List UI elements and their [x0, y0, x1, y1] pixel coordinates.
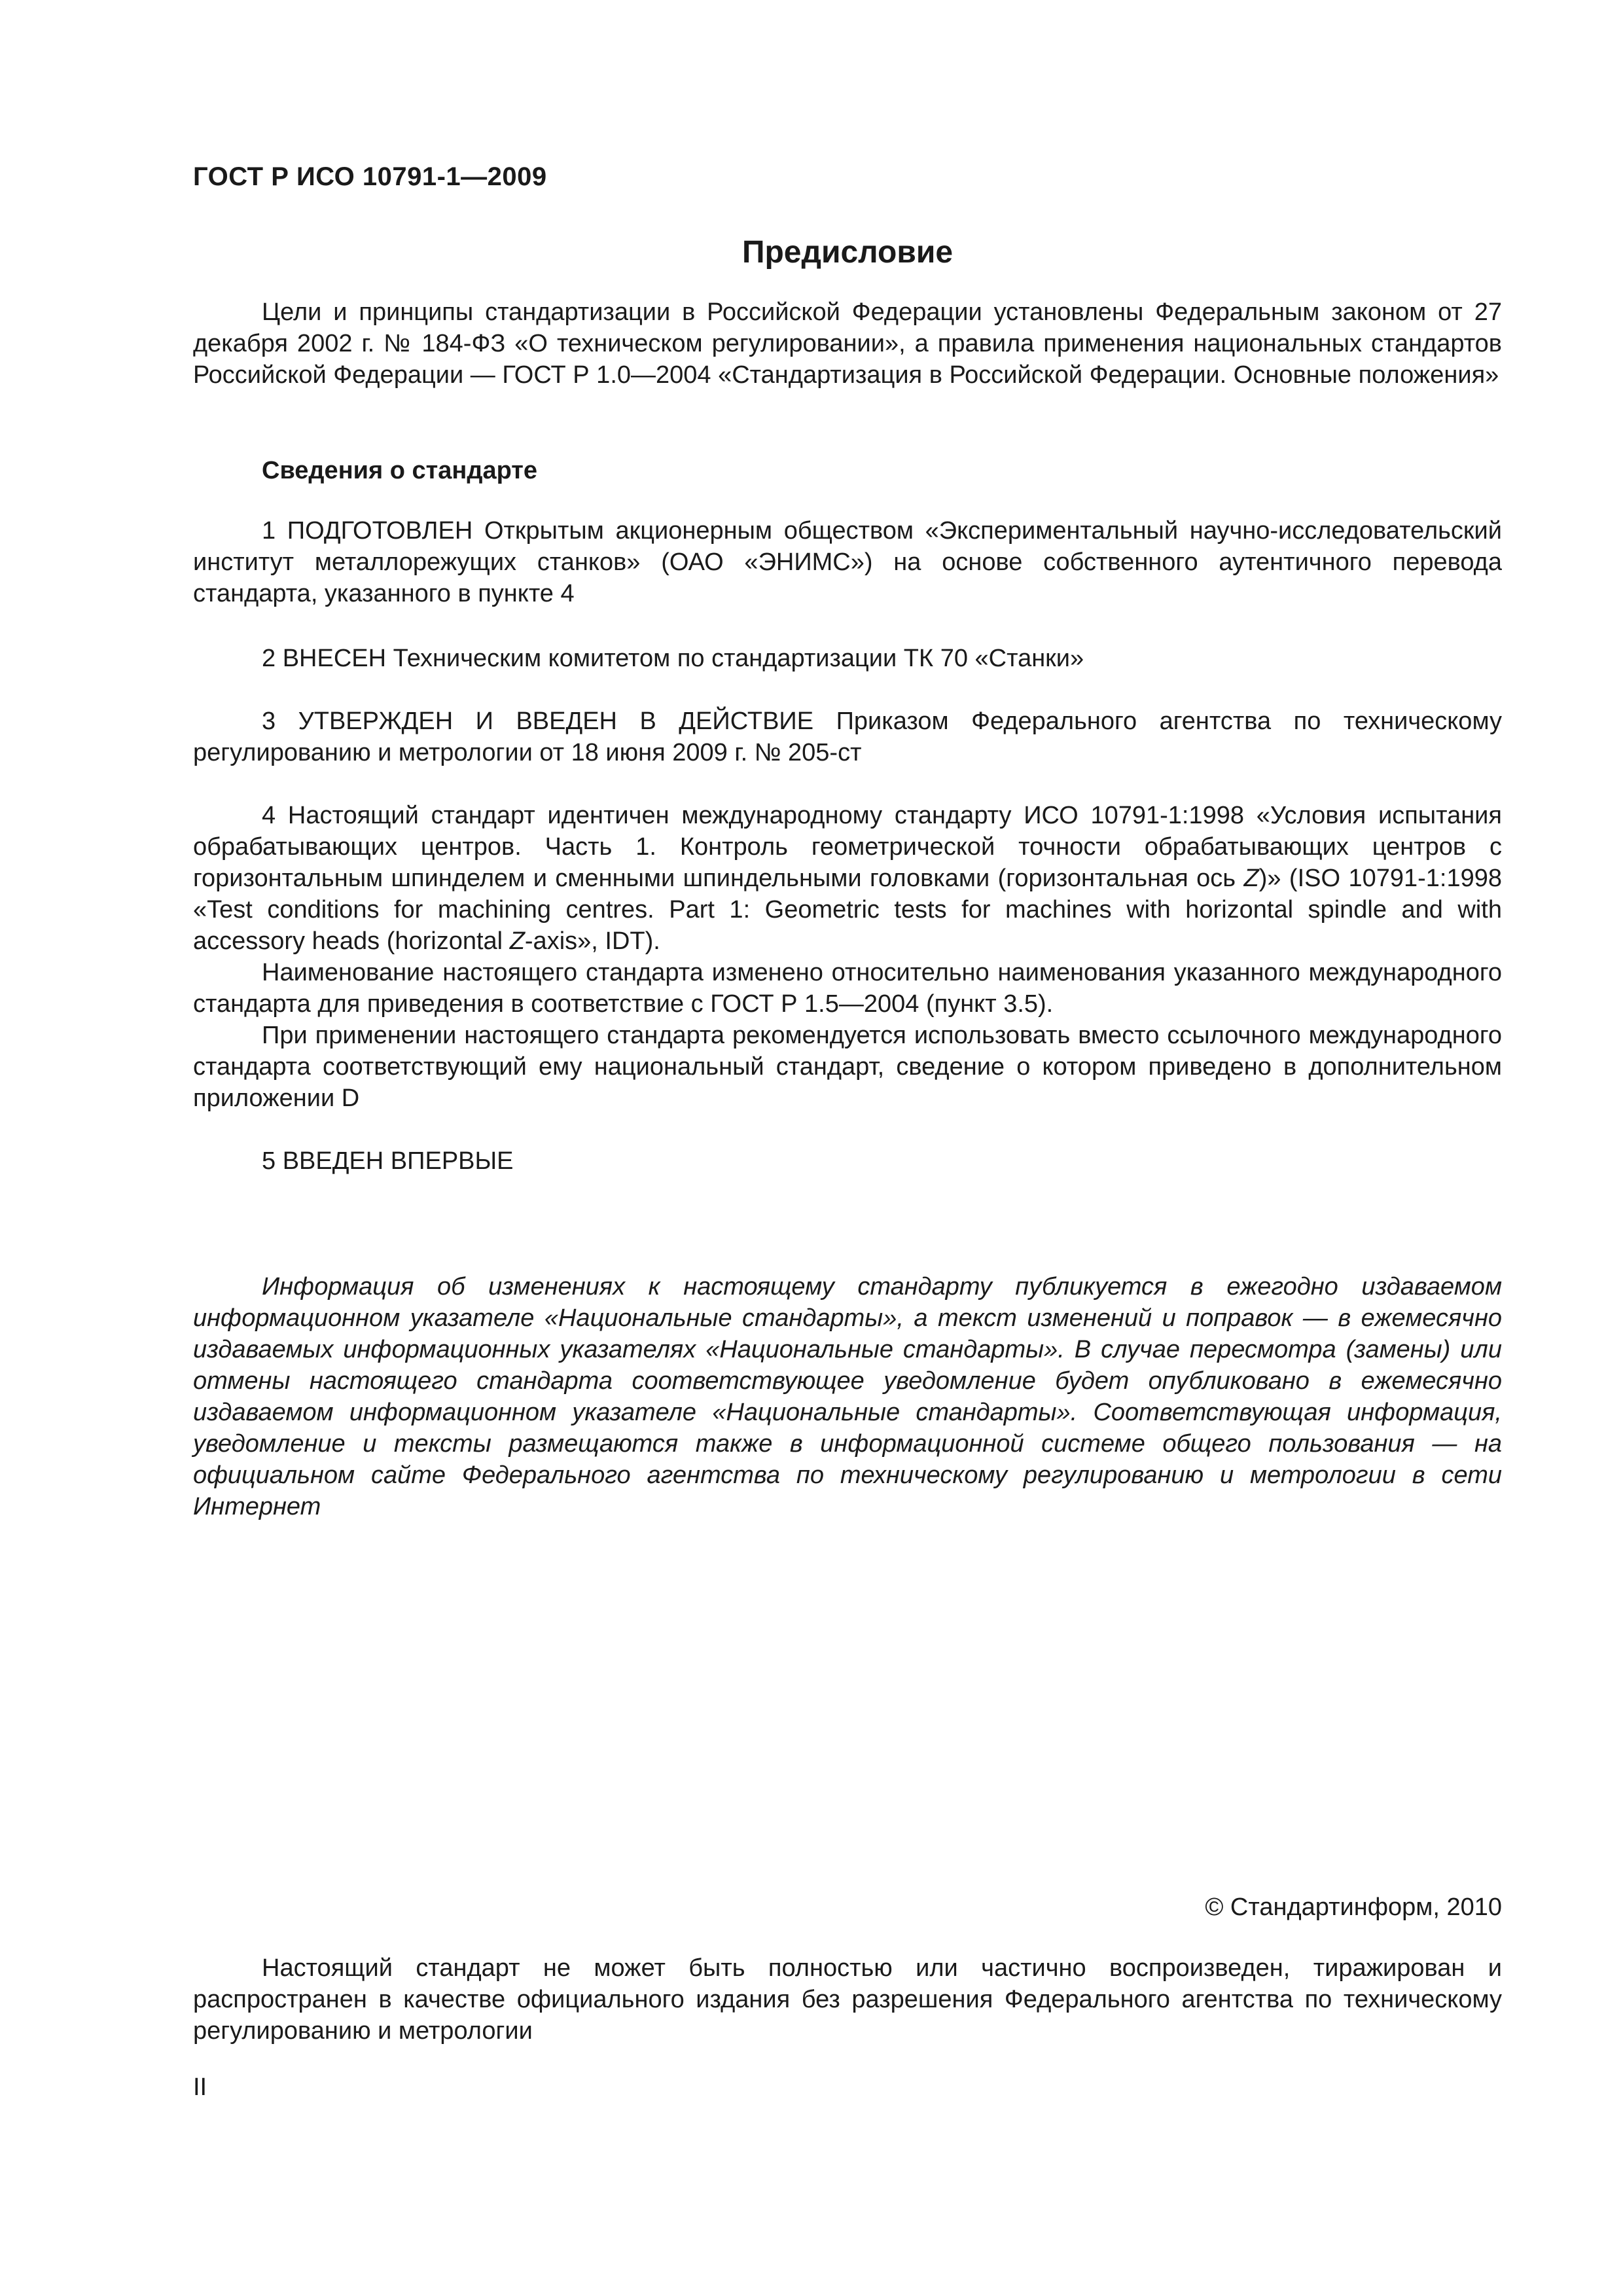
item-4 [193, 800, 1502, 1114]
item-2 [193, 643, 1502, 674]
item-5-text: 5 ВВЕДЕН ВПЕРВЫЕ [262, 1147, 514, 1175]
information-notice [193, 1271, 1502, 1522]
item-2-text: 2 ВНЕСЕН Техническим комитетом по стандартизации ТК 70 «Станки» [262, 645, 1084, 672]
item-3-text: 3 УТВЕРЖДЕН И ВВЕДЕН В ДЕЙСТВИЕ Приказом Федерального агентства по техническому регулированию и метрологии от 18 июня 2009 г. № 205-ст [193, 708, 1502, 766]
page-title: Предисловие [741, 235, 954, 270]
axis-variable: Z [1243, 865, 1259, 892]
item-4-paragraph-3: При применении настоящего стандарта рекомендуется использовать вместо ссылочного международного стандарта соответствующий ему национальный стандарт, сведение о котором приведено в дополнительном приложении D [193, 1022, 1502, 1112]
page-number: II [193, 2073, 207, 2101]
information-text: Информация об изменениях к настоящему стандарту публикуется в ежегодно издаваемом информационном указателе «Национальные стандарты», а текст изменений и поправок — в ежемесячно издаваемых информационных указателях «Национальные стандарты». В случае пересмотра (замены) или отмены настоящего стандарта соответствующее уведомление будет опубликовано в ежемесячно издаваемом информационном указателе «Национальные стандарты». Соответствующая информация, уведомление и тексты размещаются также в информационной системе общего пользования — на официальном сайте Федерального агентства по техническому регулированию и метрологии в сети Интернет [193, 1273, 1502, 1520]
item-4-text-part-b: )» (ISO 10791-1:1998 «Test conditions for machining centres. Part 1: Geometric tests for machines with horizontal spindle and with accessory heads (horizontal [193, 865, 1502, 955]
item-1-text: 1 ПОДГОТОВЛЕН Открытым акционерным обществом «Экспериментальный научно-исследовательский институт металлорежущих станков» (ОАО «ЭНИМС») на основе собственного аутентичного перевода стандарта, указанного в пункте 4 [193, 517, 1502, 607]
item-3 [193, 706, 1502, 768]
item-5 [193, 1145, 1502, 1177]
intro-paragraph [193, 296, 1502, 391]
axis-variable-2: Z [509, 927, 525, 955]
item-4-text [193, 800, 1502, 957]
item-4-paragraph-2: Наименование настоящего стандарта изменено относительно наименования указанного международного стандарта для приведения в соответствие с ГОСТ Р 1.5—2004 (пункт 3.5). [193, 959, 1502, 1018]
copyright-line: © Стандартинформ, 2010 [1205, 1893, 1502, 1921]
item-1 [193, 515, 1502, 609]
reproduction-notice-text: Настоящий стандарт не может быть полностью или частично воспроизведен, тиражирован и распространен в качестве официального издания без разрешения Федерального агентства по техническому регулированию и метрологии [193, 1954, 1502, 2045]
section-heading: Сведения о стандарте [262, 457, 538, 484]
reproduction-notice [193, 1952, 1502, 2047]
document-code: ГОСТ Р ИСО 10791-1—2009 [193, 162, 547, 191]
item-4-text-part-c: -axis», IDT). [524, 927, 660, 955]
document-page [193, 0, 1502, 2296]
intro-text: Цели и принципы стандартизации в Российской Федерации установлены Федеральным законом от 27 декабря 2002 г. № 184-ФЗ «О техническом регулировании», а правила применения национальных стандартов Российской Федерации — ГОСТ Р 1.0—2004 «Стандартизация в Российской Федерации. Основные положения» [193, 298, 1502, 389]
item-4-text-part-a: 4 Настоящий стандарт идентичен международному стандарту ИСО 10791-1:1998 «Условия испытания обрабатывающих центров. Часть 1. Контроль геометрической точности обрабатывающих центров с горизонтальным шпинделем и сменными шпиндельными головками (горизонтальная ось [193, 802, 1502, 892]
